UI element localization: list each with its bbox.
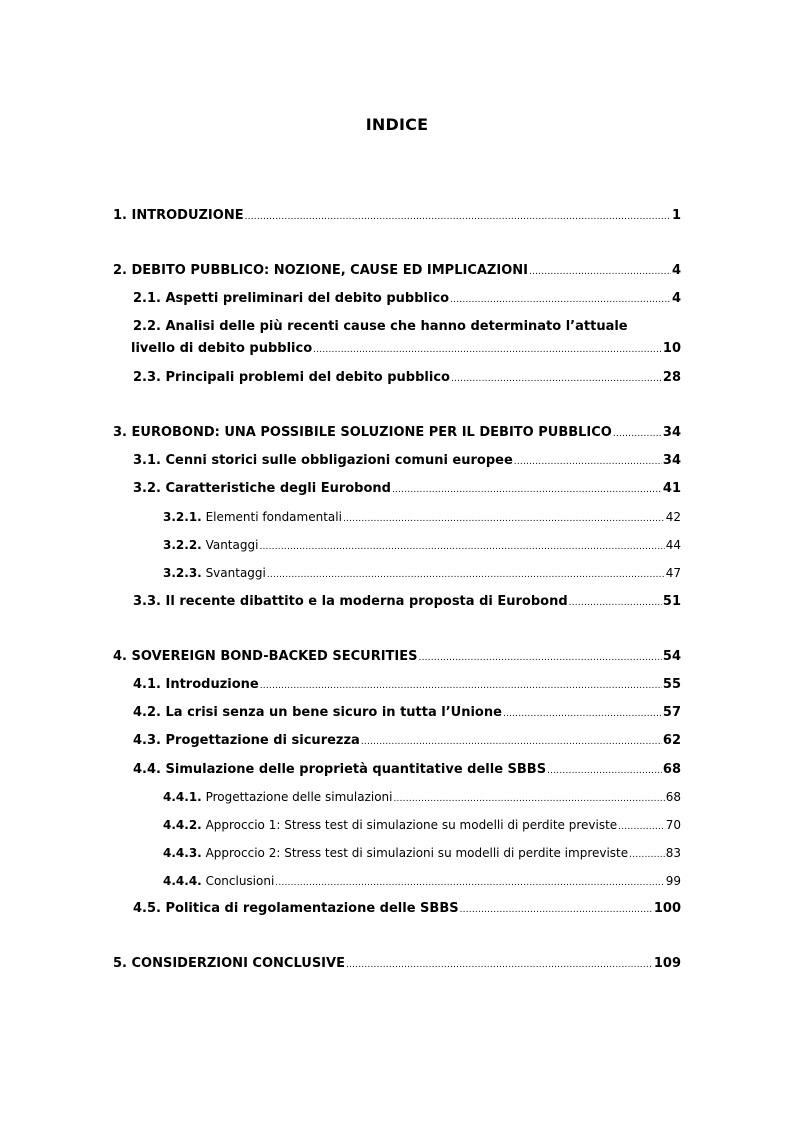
toc-entry-page-number: 70 [665,818,681,832]
toc-entry-title: Politica di regolamentazione delle SBBS [165,901,459,916]
toc-entry[interactable] [133,762,681,777]
toc-entry-number: 2.2. [133,319,161,334]
toc-entry-label [133,733,360,748]
toc-entry-page-number: 41 [662,481,681,496]
dot-leader [529,267,671,277]
dot-leader [460,905,653,915]
toc-entry-number: 4.4.4. [163,874,202,888]
toc-entry[interactable] [163,846,681,860]
toc-entry[interactable] [133,481,681,496]
dot-leader [394,794,665,804]
toc-entry-label [113,263,528,278]
toc-entry-title: Caratteristiche degli Eurobond [165,481,391,496]
toc-entry-number: 4.3. [133,733,161,748]
toc-entry[interactable] [133,705,681,720]
toc-entry-label [163,510,342,524]
toc-entry-title: Approccio 2: Stress test di simulazioni su modelli di perdite impreviste [205,846,629,860]
toc-entry-number: 3.2.3. [163,566,202,580]
toc-entry-page-number: 62 [662,733,681,748]
toc-entry-number: 3.2. [133,481,161,496]
toc-entry-label [133,594,568,609]
toc-entry[interactable] [163,818,681,832]
dot-leader [503,709,662,719]
toc-entry-title: Conclusioni [205,874,275,888]
toc-entry[interactable] [133,733,681,748]
toc-entry-page-number: 68 [662,762,681,777]
toc-entry-title: Vantaggi [205,538,259,552]
toc-entry-page-number: 68 [665,790,681,804]
dot-leader [514,457,662,467]
toc-entry-label [113,208,244,223]
dot-leader [629,850,665,860]
dot-leader [451,374,662,384]
dot-leader [419,653,662,663]
toc-entry-label [133,370,450,385]
toc-entry-number: 5. [113,956,127,971]
toc-entry-page-number: 34 [662,453,681,468]
toc-entry-title: Svantaggi [205,566,266,580]
toc-entry-number: 3.1. [133,453,161,468]
toc-entry-title: Il recente dibattito e la moderna proposta di Eurobond [165,594,568,609]
toc-entry-number: 3.2.2. [163,538,202,552]
toc-entry-label [133,901,459,916]
toc-entry-page-number: 47 [665,566,681,580]
toc-entry-page-number: 99 [665,874,681,888]
toc-entry-page-number: 10 [662,341,681,356]
toc-entry[interactable] [163,566,681,580]
dot-leader [275,878,664,888]
toc-entry[interactable] [133,594,681,609]
toc-entry-title: Principali problemi del debito pubblico [165,370,450,385]
dot-leader [313,345,662,355]
toc-entry-page-number: 44 [665,538,681,552]
toc-entry-title-continued: livello di debito pubblico [131,341,313,356]
toc-entry[interactable] [133,901,681,916]
toc-entry-number: 4.4.3. [163,846,202,860]
toc-entry-title: La crisi senza un bene sicuro in tutta l’Unione [165,705,502,720]
toc-entry[interactable] [113,263,681,278]
toc-entry-number: 4.5. [133,901,161,916]
dot-leader [259,542,664,552]
toc-entry-title: Approccio 1: Stress test di simulazione su modelli di perdite previste [205,818,618,832]
toc-entry[interactable] [163,790,681,804]
toc-entry-title: CONSIDERZIONI CONCLUSIVE [131,956,345,971]
toc-entry-page-number: 4 [671,263,681,278]
toc-entry-number: 4.4.2. [163,818,202,832]
dot-leader [547,766,662,776]
toc-entry-title: Simulazione delle proprietà quantitative delle SBBS [165,762,547,777]
toc-entry-page-number: 54 [662,649,681,664]
dot-leader [569,598,662,608]
toc-entry-page-number: 100 [653,901,681,916]
toc-entry-label [163,874,274,888]
toc-entry-title: EUROBOND: UNA POSSIBILE SOLUZIONE PER IL DEBITO PUBBLICO [131,425,612,440]
toc-entry-title: INTRODUZIONE [131,208,244,223]
toc-entry-title: Cenni storici sulle obbligazioni comuni europee [165,453,513,468]
toc-entry-label [163,566,266,580]
toc-entry-label [113,649,418,664]
dot-leader [361,737,662,747]
toc-entry-number: 2.1. [133,291,161,306]
toc-entry[interactable] [163,538,681,552]
dot-leader [450,295,671,305]
toc-entry-label [113,425,612,440]
toc-entry-label [163,538,258,552]
toc-entry[interactable] [133,453,681,468]
toc-entry-label [133,705,502,720]
toc-entry-page-number: 51 [662,594,681,609]
toc-entry[interactable] [113,425,681,440]
toc-entry-number: 4.2. [133,705,161,720]
toc-entry-label [163,818,617,832]
toc-entry[interactable] [113,956,681,971]
toc-entry[interactable] [133,291,681,306]
toc-entry-label [133,453,513,468]
dot-leader [245,212,671,222]
toc-entry-page-number: 109 [653,956,681,971]
toc-entry-number: 3.2.1. [163,510,202,524]
toc-entry-label [133,291,449,306]
toc-entry-page-number: 42 [665,510,681,524]
toc-entry[interactable] [113,208,681,223]
toc-entry-page-number: 57 [662,705,681,720]
dot-leader [260,681,662,691]
dot-leader [346,960,653,970]
dot-leader [392,485,662,495]
toc-entry-label [133,762,546,777]
toc-entry-number: 1. [113,208,127,223]
toc-entry-number: 3.3. [133,594,161,609]
toc-entry[interactable] [133,677,681,692]
toc-entry-label [163,790,393,804]
toc-entry-number: 3. [113,425,127,440]
toc-entry-title: Elementi fondamentali [205,510,342,524]
toc-entry[interactable] [133,370,681,385]
dot-leader [267,570,665,580]
toc-entry-title: Progettazione di sicurezza [165,733,360,748]
toc-entry-number: 2.3. [133,370,161,385]
toc-entry-label [133,677,259,692]
toc-entry-number: 4. [113,649,127,664]
toc-entry-label [133,481,391,496]
toc-entry[interactable] [163,874,681,888]
toc-entry-title: Aspetti preliminari del debito pubblico [165,291,450,306]
toc-entry-title: Analisi delle più recenti cause che hanno determinato l’attuale [165,319,628,334]
dot-leader [613,429,662,439]
dot-leader [618,822,665,832]
toc-entry-number: 4.4.1. [163,790,202,804]
toc-entry[interactable] [131,341,681,356]
toc-entry-title: SOVEREIGN BOND-BACKED SECURITIES [131,649,418,664]
toc-entry-page-number: 28 [662,370,681,385]
toc-entry[interactable] [163,510,681,524]
toc-entry-page-number: 55 [662,677,681,692]
toc-entry-number: 2. [113,263,127,278]
toc-entry-page-number: 83 [665,846,681,860]
toc-entry-first-line [133,319,628,334]
page-title: INDICE [365,115,429,134]
dot-leader [343,514,665,524]
toc-entry-page-number: 1 [671,208,681,223]
toc-entry-label [163,846,628,860]
toc-entry-number: 4.1. [133,677,161,692]
toc-entry-title: Progettazione delle simulazioni [205,790,393,804]
toc-entry-title: DEBITO PUBBLICO: NOZIONE, CAUSE ED IMPLICAZIONI [131,263,528,278]
toc-entry[interactable] [113,649,681,664]
toc-entry-page-number: 34 [662,425,681,440]
toc-entry-title: Introduzione [165,677,259,692]
toc-entry-page-number: 4 [671,291,681,306]
toc-entry-number: 4.4. [133,762,161,777]
toc-entry-label [113,956,345,971]
